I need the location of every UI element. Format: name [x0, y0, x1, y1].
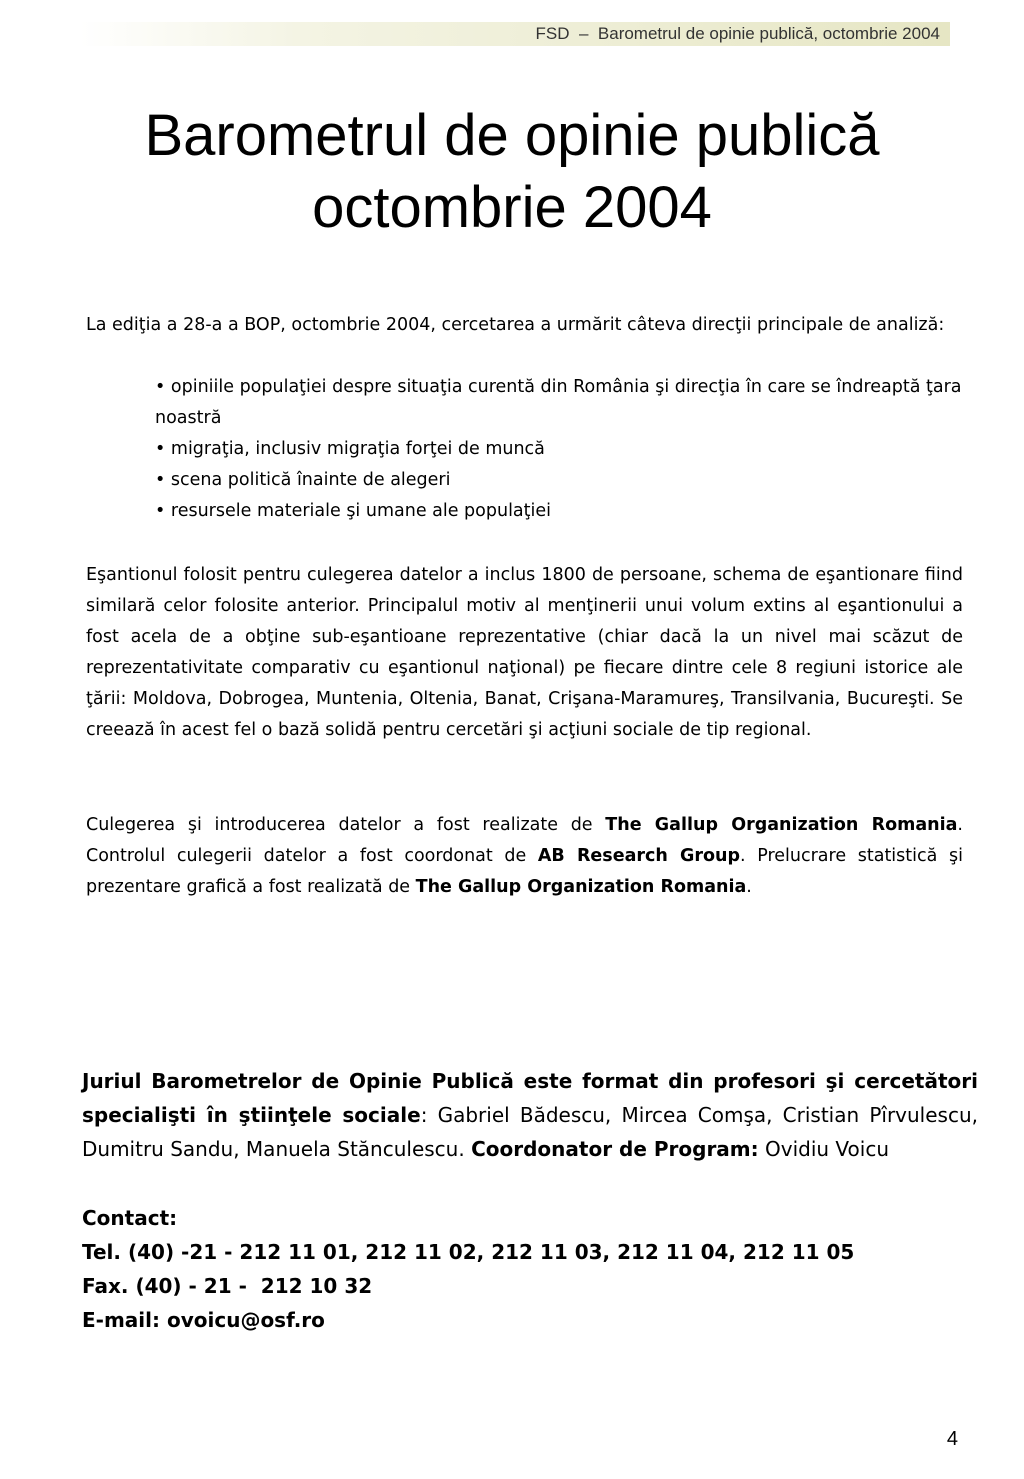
sample-text: Eşantionul folosit pentru culegerea datelor a inclus 1800 de persoane, schema de eşantionare fiind similară celor folosite anterior. Principalul motiv al menţinerii unui volum extins al eşantionului a fost acela de a obţine sub-eşantioane reprezentative (chiar dacă la un nivel mai scăzut de reprezentativitate comparativ cu eşantionul naţional) pe fiecare dintre cele 8 regiuni istorice ale ţării: Moldova, Dobrogea, Muntenia, Oltenia, Banat, Crişana-Maramureş, Transilvania, Bucureşti. Se creează în acest fel o bază solidă pentru cercetări şi acţiuni sociale de tip regional.: [86, 565, 963, 740]
contact-heading: Contact:: [82, 1206, 178, 1230]
jury-text: [82, 1064, 978, 1166]
collection-text-part-3: . Prelucrare statistică şi prezentare grafică a fost realizată de: [86, 846, 963, 897]
organization-gallup-2: The Gallup Organization Romania: [415, 877, 747, 897]
contact-block: [82, 1201, 978, 1337]
list-item: • migraţia, inclusiv migraţia forţei de muncă: [155, 434, 963, 465]
running-header: [80, 22, 950, 46]
jury-members: : Gabriel Bădescu, Mircea Comşa, Cristian Pîrvulescu, Dumitru Sandu, Manuela Stănculescu.: [82, 1103, 978, 1161]
jury-paragraph: [82, 1064, 978, 1166]
collection-text-part-4: .: [746, 877, 752, 897]
intro-paragraph: [86, 310, 963, 341]
page-number: 4: [946, 1428, 958, 1450]
contact-email[interactable]: E-mail: ovoicu@osf.ro: [82, 1308, 325, 1332]
intro-text: La ediţia a 28-a a BOP, octombrie 2004, cercetarea a urmărit câteva direcţii principale de analiză:: [86, 315, 945, 335]
data-collection-paragraph: [86, 810, 963, 903]
data-collection-text: [86, 810, 963, 903]
sample-paragraph: [86, 560, 963, 746]
analysis-directions-list: [155, 372, 963, 527]
list-item: • resursele materiale şi umane ale populaţiei: [155, 496, 963, 527]
list-item: • opiniile populaţiei despre situaţia curentă din România şi direcţia în care se îndreaptă ţara noastră: [155, 372, 963, 434]
contact-fax: Fax. (40) - 21 - 212 10 32: [82, 1274, 373, 1298]
organization-gallup: The Gallup Organization Romania: [605, 815, 958, 835]
jury-intro: Juriul Barometrelor de Opinie Publică este format din profesori şi cercetători specialişti în ştiinţele sociale: [82, 1069, 978, 1127]
contact-phone: Tel. (40) -21 - 212 11 01, 212 11 02, 212 11 03, 212 11 04, 212 11 05: [82, 1240, 855, 1264]
collection-text-part-2: . Controlul culegerii datelor a fost coordonat de: [86, 815, 963, 866]
organization-ab-research: AB Research Group: [537, 846, 741, 866]
coordinator-label: Coordonator de Program:: [471, 1137, 759, 1161]
coordinator-name: Ovidiu Voicu: [758, 1137, 890, 1161]
page-title: [0, 100, 1024, 244]
running-header-text: FSD – Barometrul de opinie publică, octombrie 2004: [535, 24, 940, 43]
title-line-1: Barometrul de opinie publică: [144, 103, 880, 168]
title-line-2: octombrie 2004: [312, 175, 712, 240]
collection-text-part-1: Culegerea şi introducerea datelor a fost realizate de: [86, 815, 606, 835]
list-item: • scena politică înainte de alegeri: [155, 465, 963, 496]
